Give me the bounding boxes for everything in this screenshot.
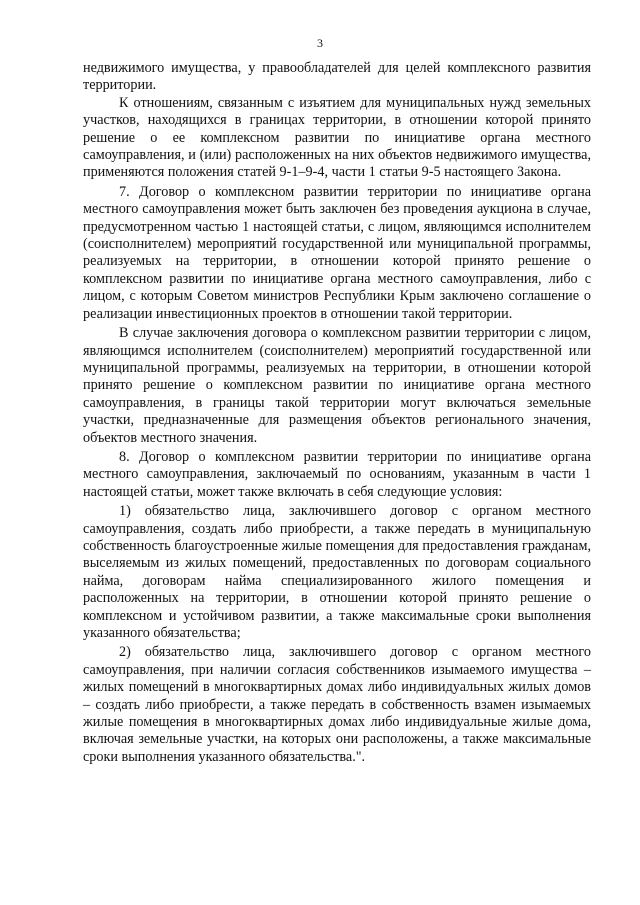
paragraph-item-8-sub-1: 1) обязательство лица, заключившего договор с органом местного самоуправления, создать либо приобрести, а также передать в муниципальную собственность благоустроенные жилые помещения для предоставления гражданам, выселяемым из жилых помещений, предоставленных по договорам социального найма, договорам найма специализированного жилого помещения и расположенных на территории, в отношении которой принято решение о комплексном и устойчивом развитии, а также максимальные сроки выполнения указанного обязательства; — [83, 503, 591, 641]
paragraph-item-7-continuation: В случае заключения договора о комплексном развитии территории с лицом, являющимся исполнителем (соисполнителем) мероприятий государственной или муниципальной программы, реализуемых на территории, в отношении которой принято решение о комплексном развитии по инициативе органа местного самоуправления, в границы такой территории могут включаться земельные участки, предназначенные для размещения объектов регионального значения, объектов местного значения. — [83, 325, 591, 446]
paragraph-continuation: недвижимого имущества, у правообладателей для целей комплексного развития территории. — [83, 60, 591, 94]
paragraph-item-7: 7. Договор о комплексном развитии территории по инициативе органа местного самоуправления может быть заключен без проведения аукциона в случае, предусмотренном частью 1 настоящей статьи, с лицом, являющимся исполнителем (соисполнителем) мероприятий государственной или муниципальной программы, реализуемых на территории, в отношении которой принято решение о комплексном развитии по инициативе органа местного самоуправления, либо с лицом, с которым Советом министров Республики Крым заключено соглашение о реализации инвестиционных проектов в отношении такой территории. — [83, 183, 591, 322]
paragraph-item-8: 8. Договор о комплексном развитии территории по инициативе органа местного самоуправления, заключаемый по основаниям, указанным в части 1 настоящей статьи, может также включать в себя следующие условия: — [83, 448, 591, 500]
paragraph-item-8-sub-2: 2) обязательство лица, заключившего договор с органом местного самоуправления, при наличии согласия собственников изымаемого имущества – жилых помещений в многоквартирных домах либо индивидуальных жилых домов – создать либо приобрести, а также передать в собственность взамен изымаемых жилые помещения в многоквартирных домах либо индивидуальные жилые дома, включая земельные участки, на которых они расположены, а также максимальные сроки выполнения указанного обязательства.". — [83, 644, 591, 765]
paragraph-expropriation: К отношениям, связанным с изъятием для муниципальных нужд земельных участков, находящихся в границах территории, в отношении которой принято решение о ее комплексном развитии по инициативе органа местного самоуправления, и (или) расположенных на них объектов недвижимого имущества, применяются положения статей 9-1–9-4, части 1 статьи 9-5 настоящего Закона. — [83, 94, 591, 181]
document-body — [83, 60, 591, 766]
page-number: 3 — [317, 36, 323, 50]
